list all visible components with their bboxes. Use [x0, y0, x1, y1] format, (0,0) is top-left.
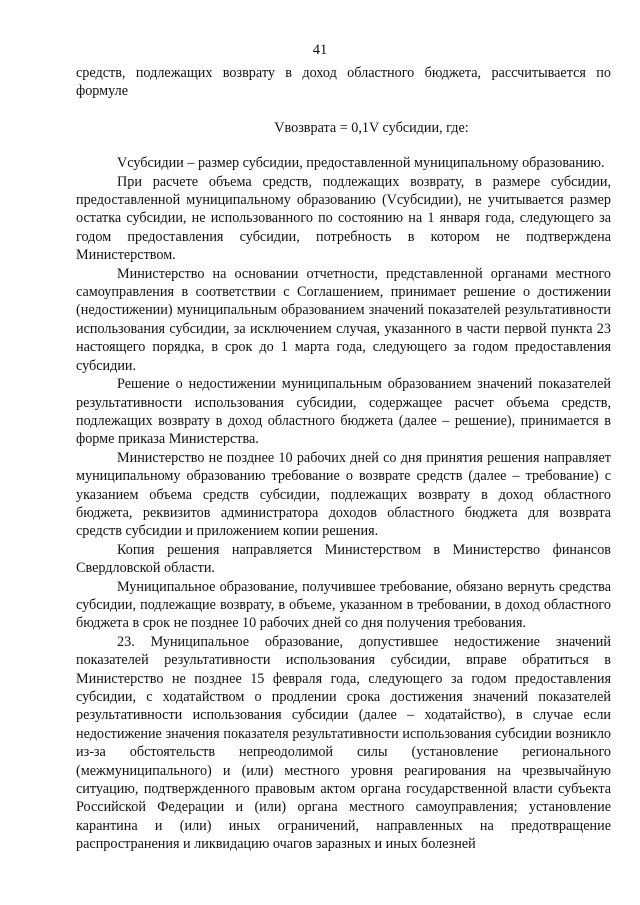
document-body [76, 64, 611, 854]
paragraph-remainder-calculation: При расчете объема средств, подлежащих возврату, в размере субсидии, предоставленной муниципальному образованию (Vсубсидии), не учитывается размер остатка субсидии, не использованного по состоянию на 1 января года, следующего за годом предоставления субсидии, потребность в котором не подтверждена Министерством. [76, 173, 611, 264]
paragraph-decision-form: Решение о недостижении муниципальным образованием значений показателей результативности использования субсидии, содержащее расчет объема средств, подлежащих возврату в доход областного бюджета (далее – решение), принимается в форме приказа Министерства. [76, 376, 611, 448]
paragraph-item-23: 23. Муниципальное образование, допустившее недостижение значений показателей результативности использования субсидии, вправе обратиться в Министерство не позднее 15 февраля года, следующего за годом предоставления субсидии, с ходатайством о продлении срока достижения значений показателей результативности использования субсидии (далее – ходатайство), в случае если недостижение значения показателя результативности использования субсидии возникло из-за обстоятельств непреодолимой силы (установление регионального (межмуниципального) и (или) местного уровня реагирования на чрезвычайную ситуацию, подтвержденного правовым актом органа государственной власти субъекта Российской Федерации и (или) органа местного самоуправления; установление карантина и (или) иных ограничений, направленных на предотвращение распространения и ликвидацию очагов заразных и иных болезней [76, 633, 611, 853]
paragraph-vsubsidy-definition: Vсубсидии – размер субсидии, предоставленной муниципальному образованию. [117, 155, 605, 172]
paragraph-requirement: Министерство не позднее 10 рабочих дней со дня принятия решения направляет муниципальному образованию требование о возврате средств (далее – требование) с указанием объема средств субсидии, подлежащих возврату в доход областного бюджета, реквизитов администратора доходов областного бюджета для возврата средств субсидии и приложением копии решения. [76, 449, 611, 540]
paragraph-ministry-decision: Министерство на основании отчетности, представленной органами местного самоуправления в соответствии с Соглашением, принимает решение о достижении (недостижении) муниципальным образованием значений показателей результативности использования субсидии, за исключением случая, указанного в части первой пункта 23 настоящего порядка, в срок до 1 марта года, следующего за годом предоставления субсидии. [76, 265, 611, 374]
page-number: 41 [312, 42, 328, 58]
paragraph-formula-intro: средств, подлежащих возврату в доход областного бюджета, рассчитывается по формуле [76, 65, 611, 100]
formula: Vвозврата = 0,1V субсидии, где: [274, 119, 469, 136]
paragraph-copy-of-decision: Копия решения направляется Министерством в Министерство финансов Свердловской области. [76, 541, 611, 577]
paragraph-return-obligation: Муниципальное образование, получившее требование, обязано вернуть средства субсидии, подлежащие возврату, в объеме, указанном в требовании, в доход областного бюджета в срок не позднее 10 рабочих дней со дня получения требования. [76, 578, 611, 632]
